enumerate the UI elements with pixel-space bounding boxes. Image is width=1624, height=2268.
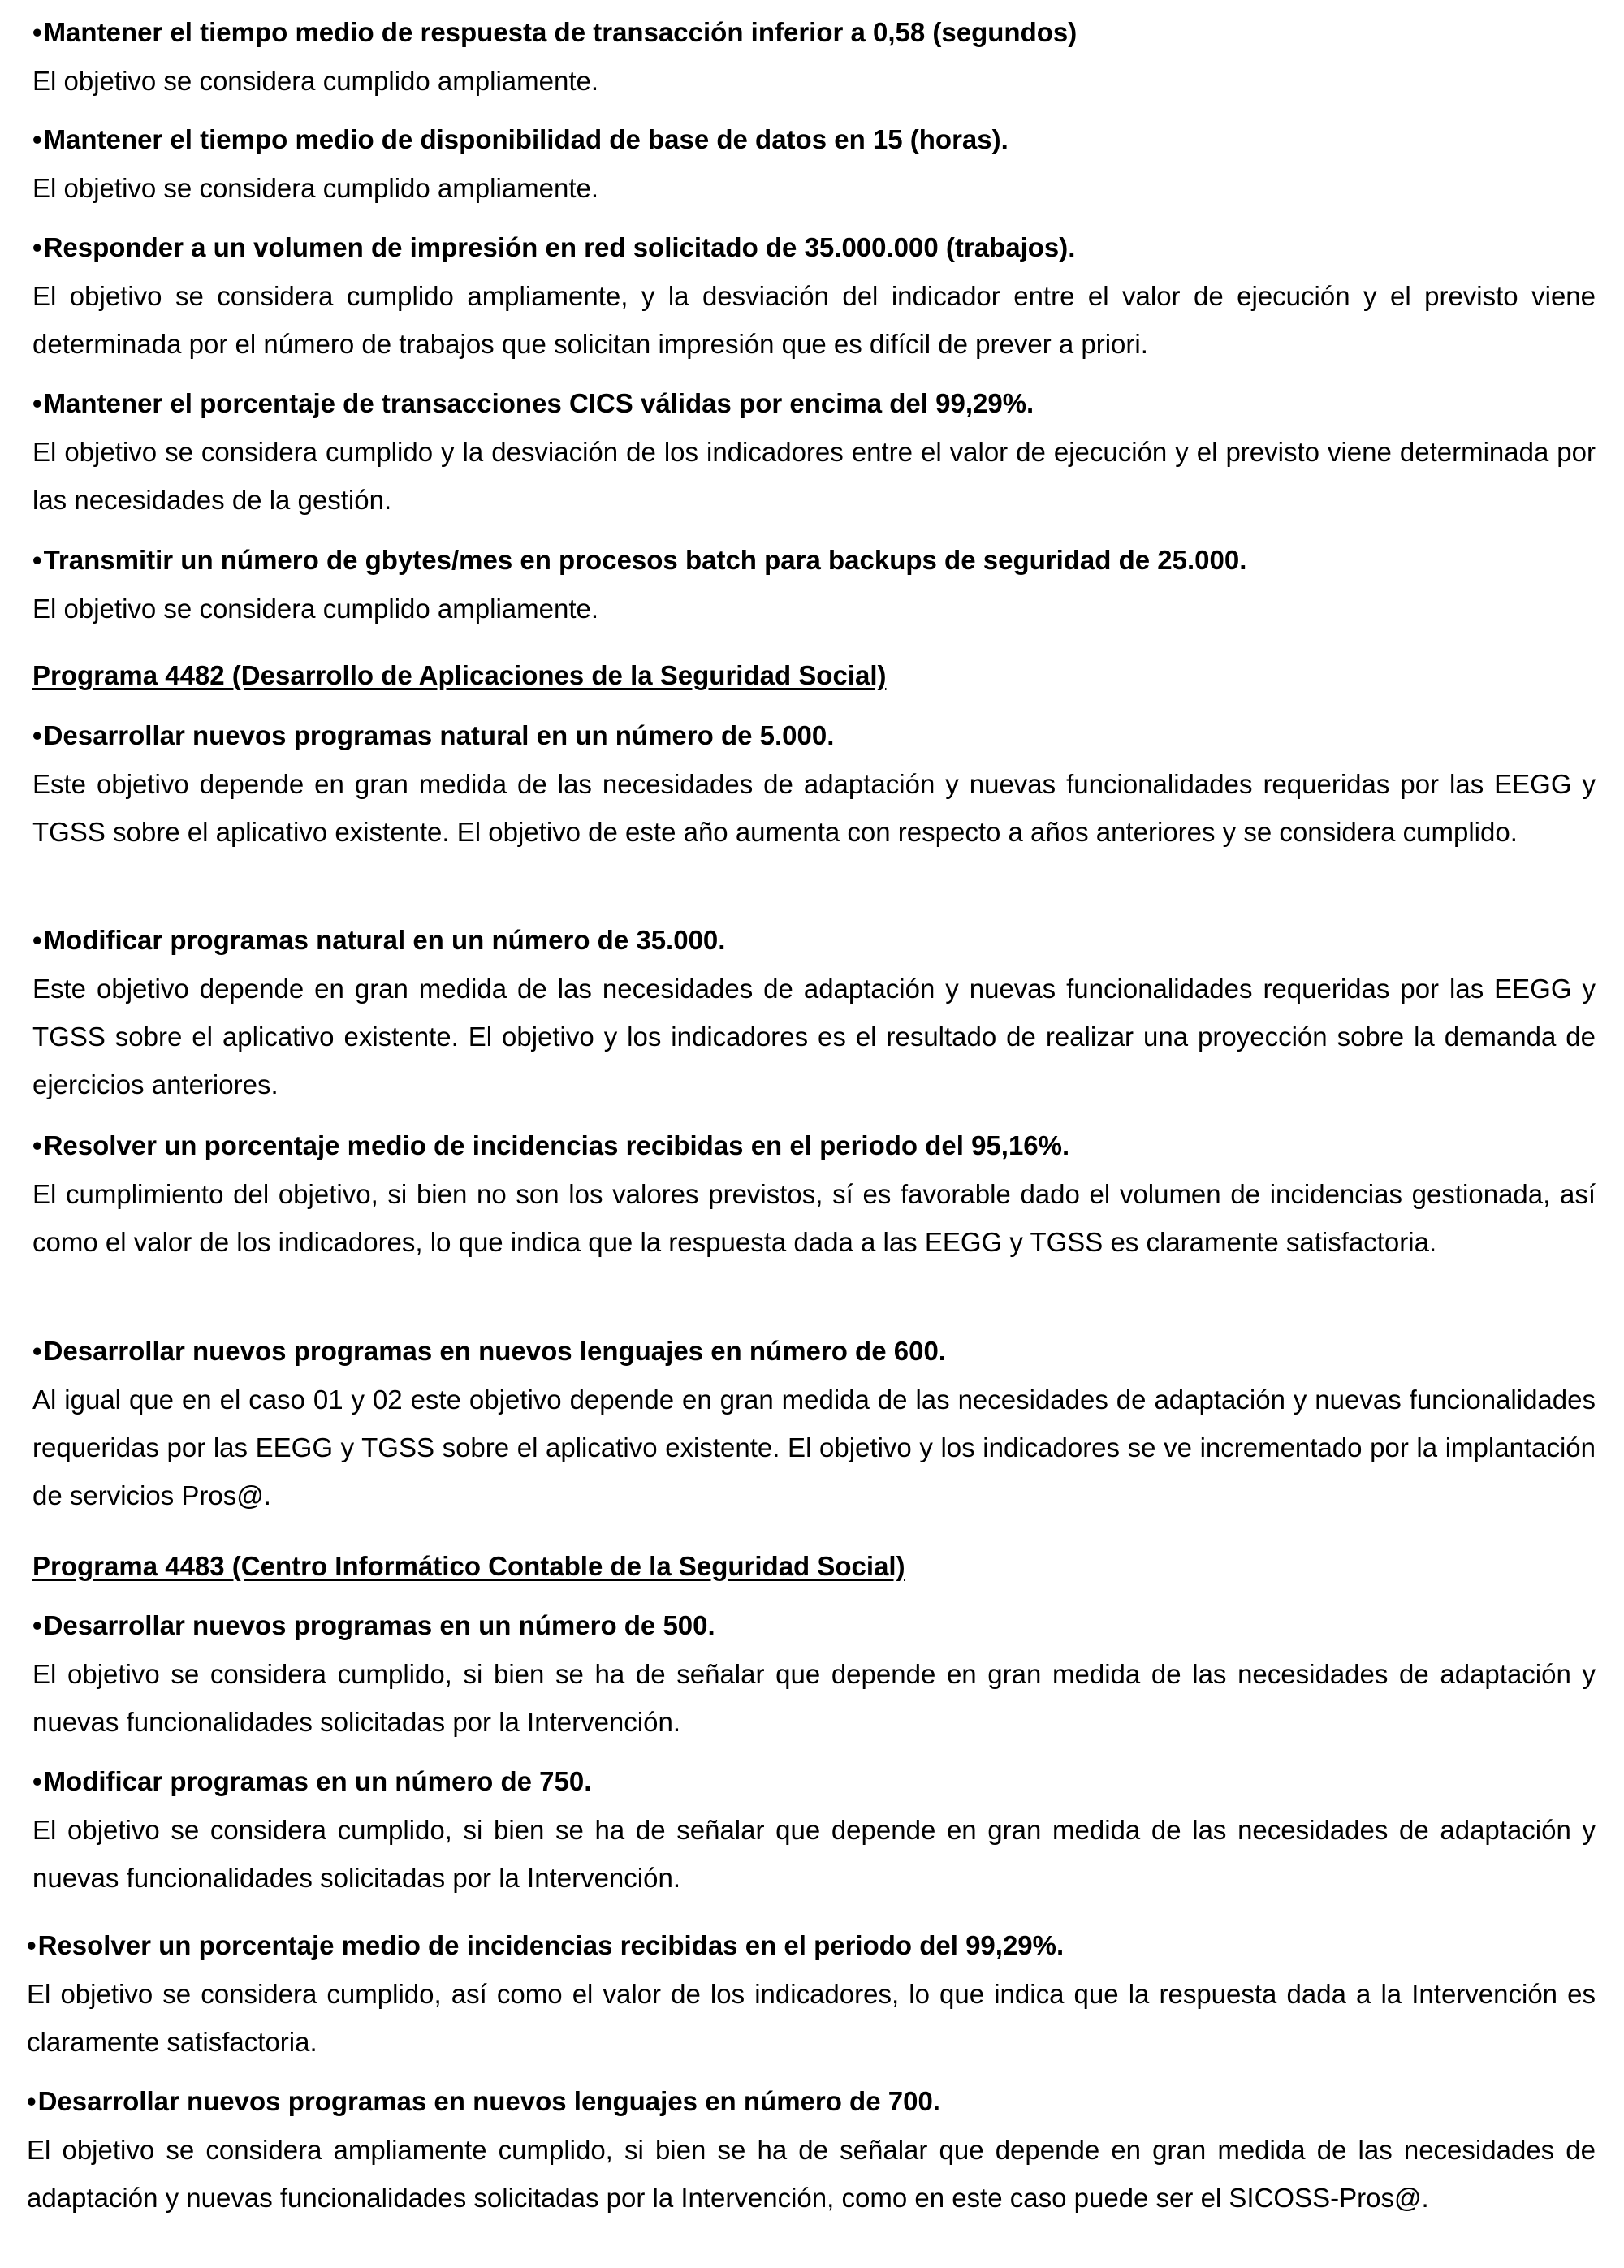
- bullet-icon: •: [32, 1336, 42, 1366]
- objective-item: [32, 223, 1596, 368]
- objective-heading: •Desarrollar nuevos programas natural en un número de 5.000.: [32, 711, 1596, 760]
- objective-item: [32, 1121, 1596, 1266]
- bullet-icon: •: [32, 545, 42, 575]
- objective-item: [32, 916, 1596, 1108]
- bullet-icon: •: [32, 124, 42, 154]
- objective-item: [32, 379, 1596, 524]
- objective-heading: •Resolver un porcentaje medio de incidencias recibidas en el periodo del 95,16%.: [32, 1121, 1596, 1170]
- objective-heading: •Modificar programas natural en un número de 35.000.: [32, 916, 1596, 965]
- objective-description: El objetivo se considera cumplido ampliamente.: [32, 66, 599, 96]
- objective-description: Al igual que en el caso 01 y 02 este objetivo depende en gran medida de las necesidades de adaptación y nuevas funcionalidades requeridas por las EEGG y TGSS sobre el aplicativo existente. El objetivo y los indicadores se ve incrementado por la implantación de servicios Pros@.: [32, 1385, 1596, 1510]
- objective-description: El objetivo se considera cumplido y la desviación de los indicadores entre el valor de ejecución y el previsto viene determinada por las necesidades de la gestión.: [32, 437, 1596, 515]
- bullet-icon: •: [32, 1766, 42, 1796]
- bullet-icon: •: [27, 1930, 37, 1960]
- objective-description: El objetivo se considera cumplido ampliamente.: [32, 173, 599, 203]
- objective-item: [27, 2077, 1596, 2222]
- bullet-icon: •: [32, 720, 42, 750]
- objective-description: El objetivo se considera cumplido, si bien se ha de señalar que depende en gran medida de las necesidades de adaptación y nuevas funcionalidades solicitadas por la Intervención.: [32, 1815, 1596, 1893]
- objective-heading: •Desarrollar nuevos programas en nuevos lenguajes en número de 700.: [27, 2077, 1596, 2126]
- objective-heading: •Mantener el tiempo medio de respuesta de transacción inferior a 0,58 (segundos): [32, 8, 1596, 57]
- bullet-icon: •: [32, 232, 42, 262]
- objective-heading: •Resolver un porcentaje medio de incidencias recibidas en el periodo del 99,29%.: [27, 1921, 1596, 1970]
- objective-heading: •Mantener el tiempo medio de disponibilidad de base de datos en 15 (horas).: [32, 115, 1596, 164]
- section-title-4483: Programa 4483 (Centro Informático Contable de la Seguridad Social): [32, 1551, 905, 1581]
- objective-heading: •Desarrollar nuevos programas en nuevos lenguajes en número de 600.: [32, 1327, 1596, 1376]
- bullet-icon: •: [32, 925, 42, 955]
- objective-heading: •Mantener el porcentaje de transacciones CICS válidas por encima del 99,29%.: [32, 379, 1596, 428]
- objective-heading: •Responder a un volumen de impresión en red solicitado de 35.000.000 (trabajos).: [32, 223, 1596, 272]
- objective-description: El objetivo se considera cumplido, si bien se ha de señalar que depende en gran medida de las necesidades de adaptación y nuevas funcionalidades solicitadas por la Intervención.: [32, 1659, 1596, 1737]
- objective-description: Este objetivo depende en gran medida de las necesidades de adaptación y nuevas funcionalidades requeridas por las EEGG y TGSS sobre el aplicativo existente. El objetivo de este año aumenta con respecto a años anteriores y se considera cumplido.: [32, 769, 1596, 847]
- objective-heading: •Desarrollar nuevos programas en un número de 500.: [32, 1601, 1596, 1650]
- objective-heading: •Modificar programas en un número de 750.: [32, 1757, 1596, 1806]
- objective-description: El objetivo se considera ampliamente cumplido, si bien se ha de señalar que depende en gran medida de las necesidades de adaptación y nuevas funcionalidades solicitadas por la Intervención, como en este caso puede ser el SICOSS-Pros@.: [27, 2135, 1596, 2213]
- bullet-icon: •: [27, 2086, 37, 2116]
- objective-item: [32, 536, 1596, 633]
- bullet-icon: •: [32, 388, 42, 418]
- bullet-icon: •: [32, 1130, 42, 1160]
- bullet-icon: •: [32, 17, 42, 47]
- objective-item: [32, 1757, 1596, 1902]
- objective-heading: •Transmitir un número de gbytes/mes en procesos batch para backups de seguridad de 25.000.: [32, 536, 1596, 585]
- objective-description: El objetivo se considera cumplido, así como el valor de los indicadores, lo que indica que la respuesta dada a la Intervención es claramente satisfactoria.: [27, 1979, 1596, 2057]
- objective-item: [32, 1327, 1596, 1519]
- objective-description: El objetivo se considera cumplido ampliamente.: [32, 594, 599, 624]
- objective-item: [27, 1921, 1596, 2066]
- objective-item: [32, 711, 1596, 856]
- objective-item: [32, 1601, 1596, 1746]
- bullet-icon: •: [32, 1610, 42, 1640]
- section-title-4482: Programa 4482 (Desarrollo de Aplicaciones de la Seguridad Social): [32, 660, 887, 690]
- objective-description: Este objetivo depende en gran medida de las necesidades de adaptación y nuevas funcionalidades requeridas por las EEGG y TGSS sobre el aplicativo existente. El objetivo y los indicadores es el resultado de realizar una proyección sobre la demanda de ejercicios anteriores.: [32, 974, 1596, 1099]
- objective-item: [32, 8, 1596, 105]
- objective-item: [32, 115, 1596, 212]
- objective-description: El cumplimiento del objetivo, si bien no son los valores previstos, sí es favorable dado el volumen de incidencias gestionada, así como el valor de los indicadores, lo que indica que la respuesta dada a las EEGG y TGSS es claramente satisfactoria.: [32, 1179, 1596, 1257]
- objective-description: El objetivo se considera cumplido ampliamente, y la desviación del indicador entre el valor de ejecución y el previsto viene determinada por el número de trabajos que solicitan impresión que es difícil de prever a priori.: [32, 281, 1596, 359]
